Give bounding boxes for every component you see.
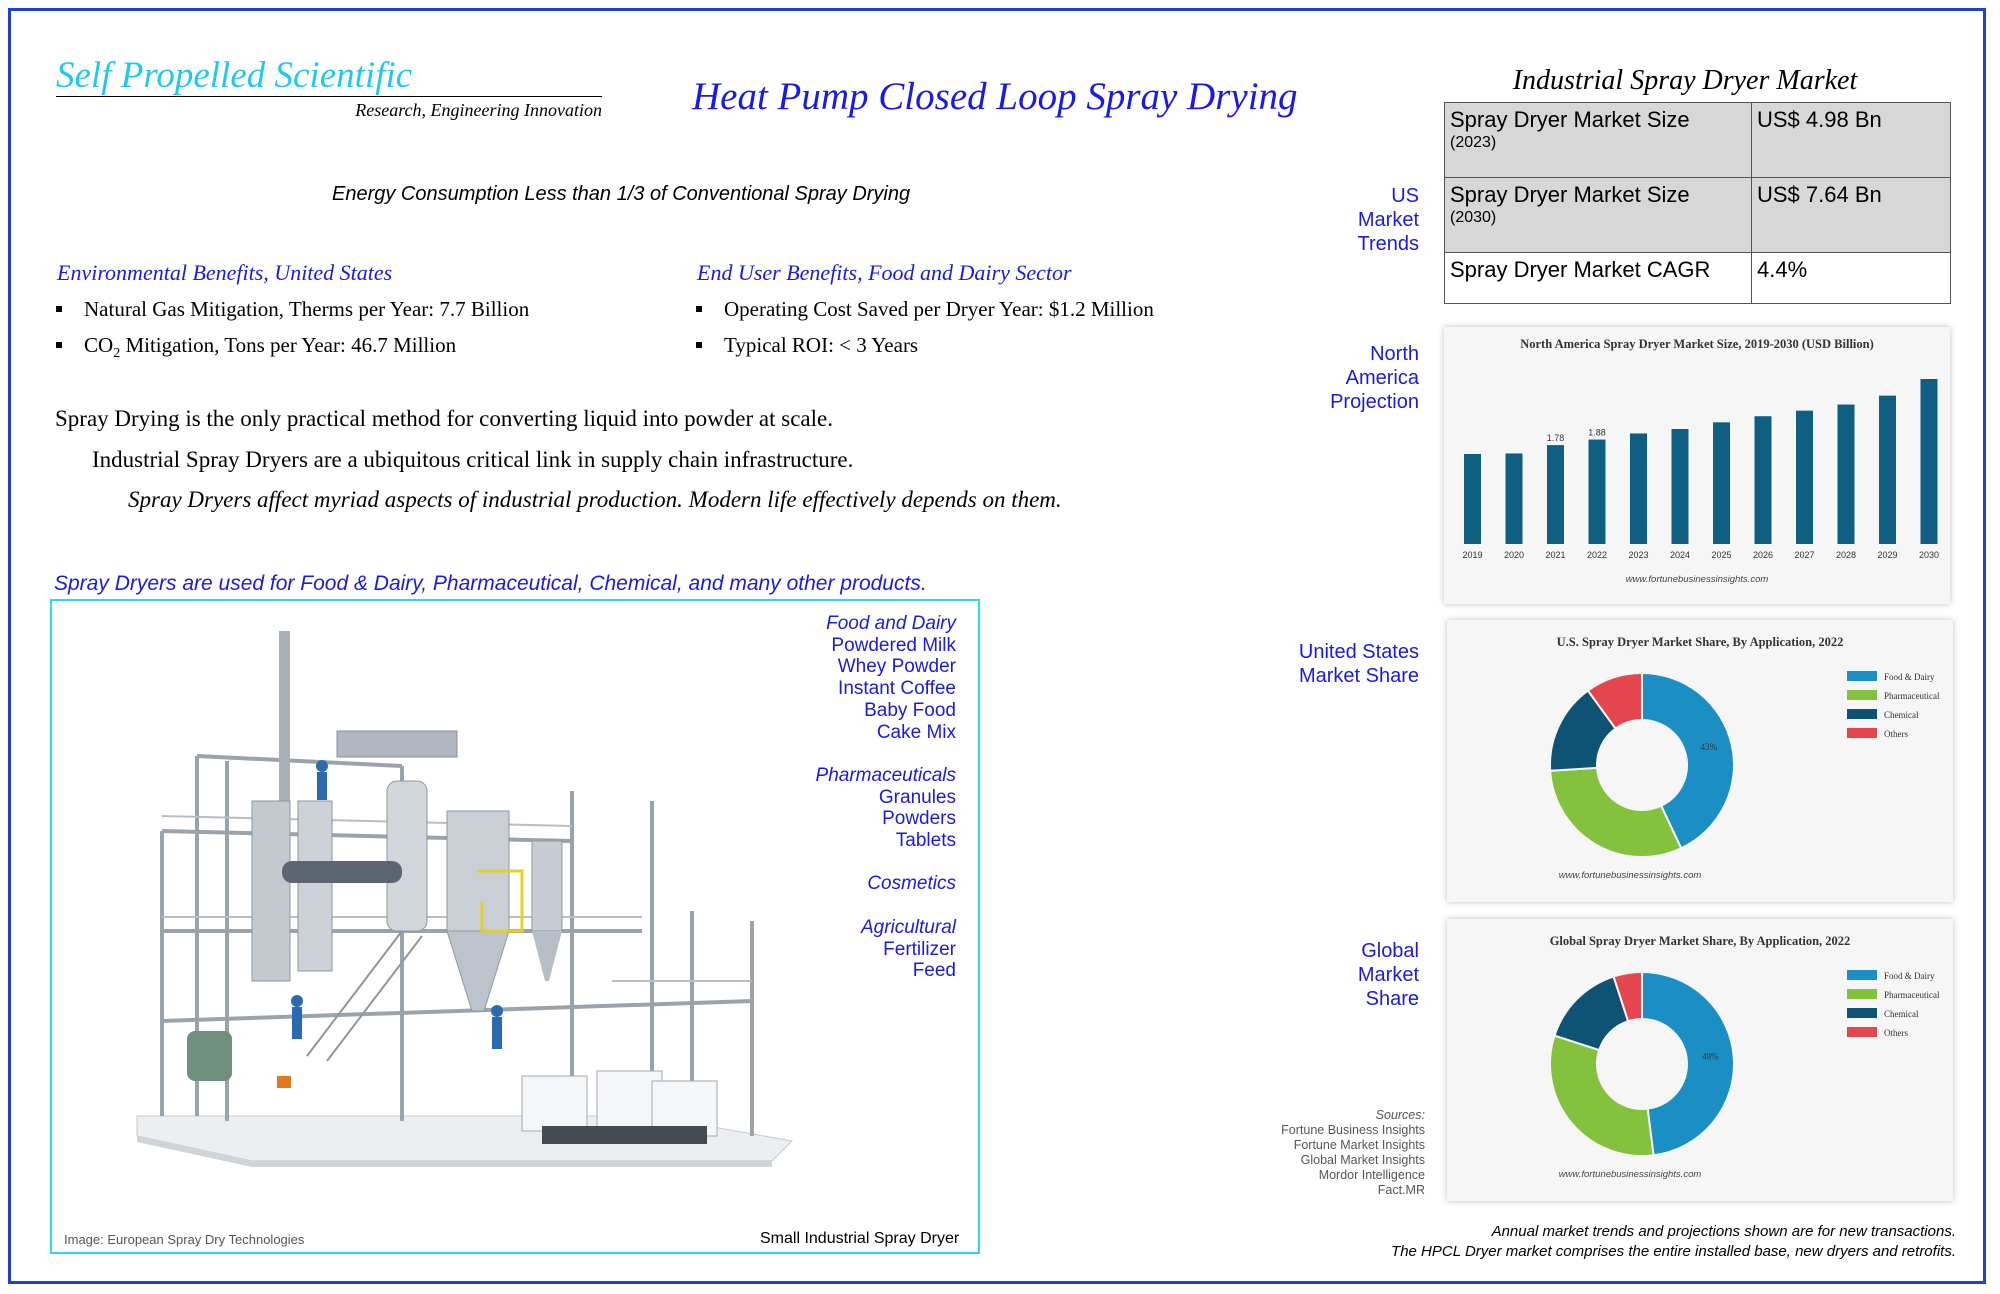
footnote	[1391, 1222, 1956, 1262]
app-item: Instant Coffee	[838, 678, 956, 700]
bar-data-label: 1.78	[1546, 433, 1565, 444]
bar-2027	[1796, 411, 1813, 544]
body-line-3: Spray Dryers affect myriad aspects of industrial production. Modern life effectively depends on them.	[128, 487, 1062, 512]
x-tick-label: 2025	[1711, 550, 1732, 560]
chart-title: Global Spray Dryer Market Share, By Application, 2022	[1549, 934, 1851, 948]
app-item: Tablets	[895, 830, 956, 852]
bar-data-label: 1.88	[1588, 427, 1606, 438]
source-item: Fortune Business Insights	[1281, 1123, 1425, 1137]
app-category-food: Food and Dairy	[826, 613, 956, 634]
table-cell-value: US$ 7.64 Bn	[1752, 178, 1951, 253]
chart-title: U.S. Spray Dryer Market Share, By Application, 2022	[1556, 635, 1844, 649]
x-tick-label: 2030	[1918, 550, 1940, 560]
table-cell-label: Spray Dryer Market CAGR	[1445, 253, 1752, 304]
image-caption: Small Industrial Spray Dryer	[760, 1230, 960, 1247]
us-donut-chart	[1447, 620, 1953, 902]
side-label-global-share: Global Market Share	[1357, 940, 1419, 1010]
app-category-agri: Agricultural	[860, 916, 956, 938]
legend-swatch	[1847, 709, 1877, 719]
bar-2028	[1838, 405, 1855, 544]
x-tick-label: 2027	[1794, 550, 1815, 560]
image-credit: Image: European Spray Dry Technologies	[64, 1232, 305, 1247]
table-cell-value: US$ 4.98 Bn	[1752, 103, 1951, 178]
enduser-benefit-item: Operating Cost Saved per Dryer Year: $1.2 Million	[696, 297, 1154, 322]
bar-2019	[1464, 454, 1481, 544]
legend-label: Food & Dairy	[1884, 672, 1935, 682]
app-item: Fertilizer	[883, 938, 956, 960]
na-bar-chart	[1444, 327, 1950, 604]
x-tick-label: 2019	[1462, 550, 1483, 560]
source-item: Fortune Market Insights	[1293, 1138, 1425, 1152]
legend-swatch	[1847, 970, 1877, 980]
app-item: Whey Powder	[837, 656, 956, 678]
table-cell-label: Spray Dryer Market Size (2030)	[1445, 178, 1752, 253]
x-tick-label: 2026	[1752, 550, 1774, 560]
sources-heading: Sources:	[1375, 1108, 1425, 1122]
table-row	[1445, 253, 1951, 304]
legend-swatch	[1847, 989, 1877, 999]
global-donut-chart	[1447, 919, 1953, 1201]
table-row	[1445, 103, 1951, 178]
legend-label: Others	[1884, 729, 1908, 739]
side-label-na-projection: North America Projection	[1330, 343, 1419, 413]
footnote-line: Annual market trends and projections shown are for new transactions.	[1491, 1223, 1956, 1240]
logo-tagline: Research, Engineering Innovation	[355, 100, 602, 120]
x-tick-label: 2023	[1628, 550, 1649, 560]
env-benefits-heading: Environmental Benefits, United States	[57, 260, 393, 285]
legend-swatch	[1847, 1008, 1877, 1018]
bar-2030	[1921, 379, 1938, 544]
energy-note: Energy Consumption Less than 1/3 of Conventional Spray Drying	[332, 183, 911, 205]
env-benefit-item: $CO_2$ Mitigation, Tons per Year: 46.7 Million	[56, 333, 456, 362]
source-item: Global Market Insights	[1300, 1153, 1425, 1167]
sources-list	[1281, 1108, 1425, 1198]
legend-label: Food & Dairy	[1884, 971, 1935, 981]
slice-data-label: 43%	[1700, 742, 1718, 753]
body-line-2: Industrial Spray Dryers are a ubiquitous critical link in supply chain infrastructure.	[92, 447, 854, 472]
bar-2024	[1672, 429, 1689, 544]
table-cell-value: 4.4%	[1752, 253, 1951, 304]
legend-label: Chemical	[1884, 710, 1919, 720]
x-tick-label: 2028	[1835, 550, 1857, 560]
global-donut-chart-card	[1447, 919, 1953, 1201]
table-row	[1445, 178, 1951, 253]
slice-data-label: 48%	[1702, 1051, 1719, 1062]
app-item: Baby Food	[864, 699, 956, 721]
source-item: Mordor Intelligence	[1318, 1168, 1425, 1182]
side-label-us-trends: US Market Trends	[1357, 185, 1419, 255]
chart-source: www.fortunebusinessinsights.com	[1558, 870, 1702, 881]
applications-list	[816, 613, 956, 982]
body-line-1: Spray Drying is the only practical method for converting liquid into powder at scale.	[55, 406, 833, 431]
market-table	[1444, 102, 1951, 304]
side-label-us-share: United States Market Share	[1298, 641, 1419, 687]
legend-swatch	[1847, 1027, 1877, 1037]
app-item: Granules	[878, 786, 956, 808]
x-tick-label: 2029	[1877, 550, 1898, 560]
enduser-benefit-item: Typical ROI: < 3 Years	[696, 333, 918, 358]
enduser-benefits-heading: End User Benefits, Food and Dairy Sector	[697, 260, 1072, 285]
app-category-pharma: Pharmaceuticals	[815, 764, 956, 786]
legend-label: Chemical	[1884, 1009, 1919, 1019]
bar-2020	[1506, 453, 1523, 544]
x-tick-label: 2022	[1586, 550, 1608, 560]
x-tick-label: 2021	[1545, 550, 1566, 560]
donut-slice-pharmaceutical	[1550, 768, 1681, 857]
chart-title: North America Spray Dryer Market Size, 2019-2030 (USD Billion)	[1520, 337, 1874, 351]
bar-2029	[1879, 396, 1896, 544]
market-table-title: Industrial Spray Dryer Market	[1512, 65, 1858, 96]
legend-label: Pharmaceutical	[1884, 691, 1940, 701]
app-item: Powdered Milk	[831, 634, 956, 656]
bar-2025	[1713, 422, 1730, 544]
na-bar-chart-card	[1444, 327, 1950, 604]
bar-2023	[1630, 433, 1647, 544]
legend-label: Others	[1884, 1028, 1908, 1038]
app-item: Feed	[912, 960, 956, 982]
legend-swatch	[1847, 728, 1877, 738]
legend-swatch	[1847, 690, 1877, 700]
logo-underline	[56, 96, 602, 97]
app-item: Powders	[882, 808, 956, 830]
footnote-line: The HPCL Dryer market comprises the entire installed base, new dryers and retrofits.	[1391, 1243, 1956, 1260]
source-item: Fact.MR	[1377, 1183, 1425, 1197]
x-tick-label: 2020	[1503, 550, 1525, 560]
table-cell-label: Spray Dryer Market Size (2023)	[1445, 103, 1752, 178]
chart-source: www.fortunebusinessinsights.com	[1625, 574, 1769, 585]
bar-2022	[1589, 440, 1606, 544]
chart-source: www.fortunebusinessinsights.com	[1558, 1169, 1702, 1180]
env-benefit-item: Natural Gas Mitigation, Therms per Year: 7.7 Billion	[56, 297, 529, 322]
bar-2021	[1547, 445, 1564, 544]
app-item: Cake Mix	[876, 721, 956, 743]
logo-name: Self Propelled Scientific	[56, 55, 413, 96]
page-title: Heat Pump Closed Loop Spray Drying	[692, 75, 1298, 118]
bar-2026	[1755, 416, 1772, 544]
donut-slice-food-dairy	[1642, 972, 1734, 1155]
uses-heading: Spray Dryers are used for Food & Dairy, Pharmaceutical, Chemical, and many other products.	[54, 572, 927, 595]
x-tick-label: 2024	[1669, 550, 1691, 560]
legend-label: Pharmaceutical	[1884, 990, 1940, 1000]
app-category-cosmetics: Cosmetics	[867, 873, 956, 895]
donut-slice-pharmaceutical	[1550, 1036, 1654, 1156]
legend-swatch	[1847, 671, 1877, 681]
us-donut-chart-card	[1447, 620, 1953, 902]
